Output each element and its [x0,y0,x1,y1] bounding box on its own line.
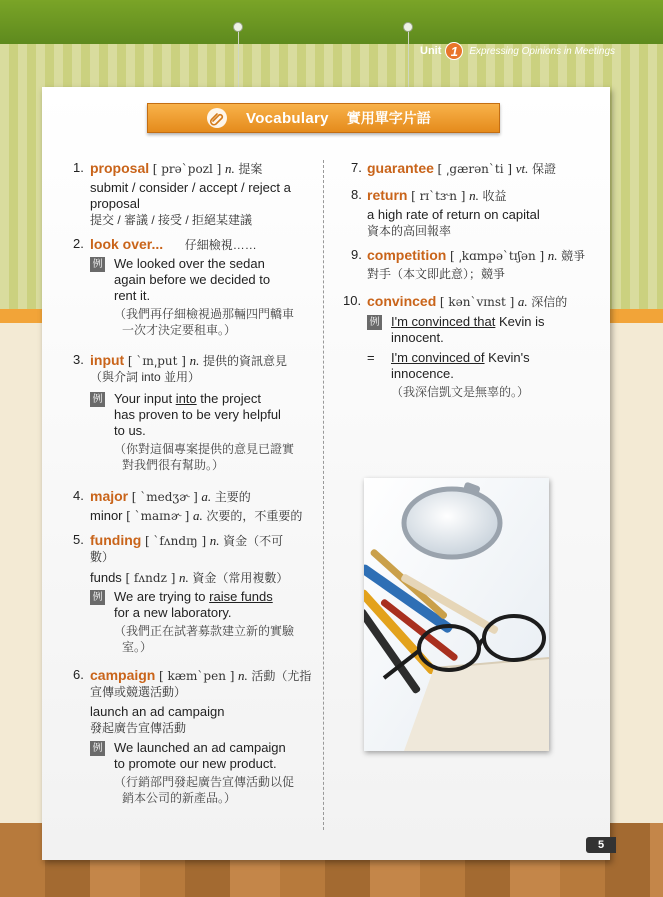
unit-label: Unit [420,45,442,57]
example-translation: （我們再仔細檢視過那輛四門轎車 [114,307,295,321]
example-line: We launched an ad campaign [114,740,286,755]
entry-look-over [73,236,318,338]
entry-number: 7. [351,160,362,175]
example-badge: 例 [90,741,105,756]
top-green-band [0,0,663,44]
example-highlight: I'm convinced of [391,350,485,365]
example-line: rent it. [114,288,151,303]
entry-number: 9. [351,247,362,262]
example-translation: 對我們很有幫助。） [122,458,225,472]
example-translation: 一次才決定要租車。） [122,323,237,337]
definition-zh: 深信的 [531,295,568,309]
example [90,391,318,473]
example-text: the project [196,391,261,406]
entry-number: 1. [73,160,84,175]
definition-zh-cont: 宣傳或競選活動） [90,685,187,699]
part-of-speech: a. [517,294,528,309]
entry-major [73,488,318,524]
related-word: funds [90,570,122,585]
example-badge: 例 [90,392,105,407]
example-translation: （我們正在試著募款建立新的實驗 [114,624,295,638]
definition-zh: 仔細檢視…… [184,238,257,252]
definition-zh: 保證 [531,162,556,176]
example-highlight: into [175,391,197,406]
entry-number: 3. [73,352,84,367]
entry-campaign [73,667,318,806]
entry-number: 4. [73,488,84,503]
phonetic: [ ˋmedʒɚ ] [131,490,198,504]
example-translation: 室。） [122,640,153,654]
part-of-speech: n. [224,161,235,176]
part-of-speech: n. [238,668,248,683]
unit-number-badge: 1 [445,42,463,60]
example-line: innocence. [391,366,454,381]
entry-funding [73,532,318,655]
collocation-zh: 資本的高回報率 [367,224,452,238]
part-of-speech: n. [547,248,558,263]
example [90,740,318,806]
collocation-cont: proposal [90,196,140,211]
example-alt [367,350,593,400]
definition-zh-cont: 數） [90,550,115,564]
phonetic: [ kənˋvɪnst ] [439,295,515,309]
headword: convinced [367,293,437,309]
paperclip-icon [204,105,230,131]
part-of-speech: n. [189,353,200,368]
part-of-speech: a. [192,508,203,523]
example-line: We looked over the sedan [114,256,265,271]
part-of-speech: n. [209,533,220,548]
example-line: has proven to be very helpful [114,407,281,422]
entry-proposal [73,160,318,228]
headword: major [90,488,129,504]
entry-number: 8. [351,187,362,202]
example [367,314,593,346]
entry-number: 5. [73,532,84,547]
collocation-zh: 發起廣告宣傳活動 [90,721,187,735]
example-line [391,314,593,330]
unit-title: Expressing Opinions in Meetings [469,45,616,57]
headword: return [367,187,408,203]
part-of-speech: n. [469,188,479,203]
example-line [114,589,318,605]
phonetic: [ ˋmaɪnɚ ] [126,509,190,523]
entry-return [351,187,593,239]
definition-zh: 主要的 [214,490,251,504]
page-number: 5 [586,837,616,853]
definition-zh: 次要的，不重要的 [206,509,303,523]
entry-guarantee [351,160,593,177]
example-text: Kevin is [495,314,545,329]
related-word: minor [90,508,123,523]
banner-title: Vocabulary [246,109,329,127]
example-translation: （行銷部門發起廣告宣傳活動以促 [114,775,295,789]
unit-header [420,40,615,62]
equals-sign: = [367,350,375,365]
example-text: Your input [114,391,176,406]
phonetic: [ fʌndz ] [125,571,176,585]
pin-head-right [403,22,413,32]
example-highlight: raise funds [209,589,273,604]
entry-input [73,352,318,473]
example-text: Kevin's [484,350,530,365]
entry-number: 10. [343,293,362,308]
example-text: We are trying to [114,589,210,604]
part-of-speech: n. [179,570,189,585]
usage-note: （與介詞 into 並用） [90,370,201,384]
banner-title-zh: 實用單字片語 [346,110,431,126]
example-line: again before we decided to [114,272,271,287]
phonetic: [ ˋfʌndɪŋ ] [144,534,207,548]
definition-zh: 資金（常用複數） [192,571,289,585]
definition-zh: 提供的資訊意見 [202,354,287,368]
definition-zh: 資金（不可 [223,534,284,548]
phonetic: [ kæmˋpen ] [158,669,235,683]
phonetic: [ ͵kɑmpəˋtɪʃən ] [449,249,545,263]
collocation: submit / consider / accept / reject a [90,180,291,195]
example-highlight: I'm convinced that [391,314,496,329]
headword: funding [90,532,142,548]
definition-zh: 活動（尤指 [251,669,312,683]
phonetic: [ prəˋpozl ] [152,162,222,176]
definition-zh: 提案 [238,162,263,176]
headword: proposal [90,160,150,176]
example-translation: （你對這個專案提供的意見已證實 [114,442,295,456]
collocation-zh: 提交 / 審議 / 接受 / 拒絕某建議 [90,213,253,227]
entry-competition [351,247,593,282]
example-badge: 例 [367,315,382,330]
entry-convinced [343,293,593,400]
example-badge: 例 [90,590,105,605]
example-line: to promote our new product. [114,756,277,771]
pin-head-left [233,22,243,32]
phonetic: [ rɪˋtɝn ] [411,189,466,203]
example-line: to us. [114,423,146,438]
headword: campaign [90,667,156,683]
collocation: a high rate of return on capital [367,207,540,222]
example-badge: 例 [90,257,105,272]
headword: look over... [90,236,164,252]
entry-number: 6. [73,667,84,682]
example [90,589,318,655]
example-line: for a new laboratory. [114,605,232,620]
headword: guarantee [367,160,434,176]
headword: competition [367,247,447,263]
phonetic: [ ͵gærənˋti ] [437,162,513,176]
definition-zh-cont: 對手（本文即此意）；競爭 [367,267,506,281]
phonetic: [ ˋɪn͵put ] [127,354,186,368]
example-line [114,391,318,407]
column-divider [323,160,324,830]
magnifier-pens-glasses-photo [364,478,549,751]
example-line [391,350,593,366]
definition-zh: 競爭 [561,249,586,263]
definition-zh: 收益 [482,189,507,203]
example-line: innocent. [391,330,444,345]
example-translation: （我深信凱文是無辜的。） [391,385,530,399]
collocation: launch an ad campaign [90,704,225,719]
part-of-speech: vt. [515,161,529,176]
part-of-speech: a. [201,489,212,504]
entry-number: 2. [73,236,84,251]
headword: input [90,352,125,368]
vocabulary-banner [147,103,500,133]
example [90,256,318,338]
example-translation: 銷本公司的新產品。） [122,791,237,805]
